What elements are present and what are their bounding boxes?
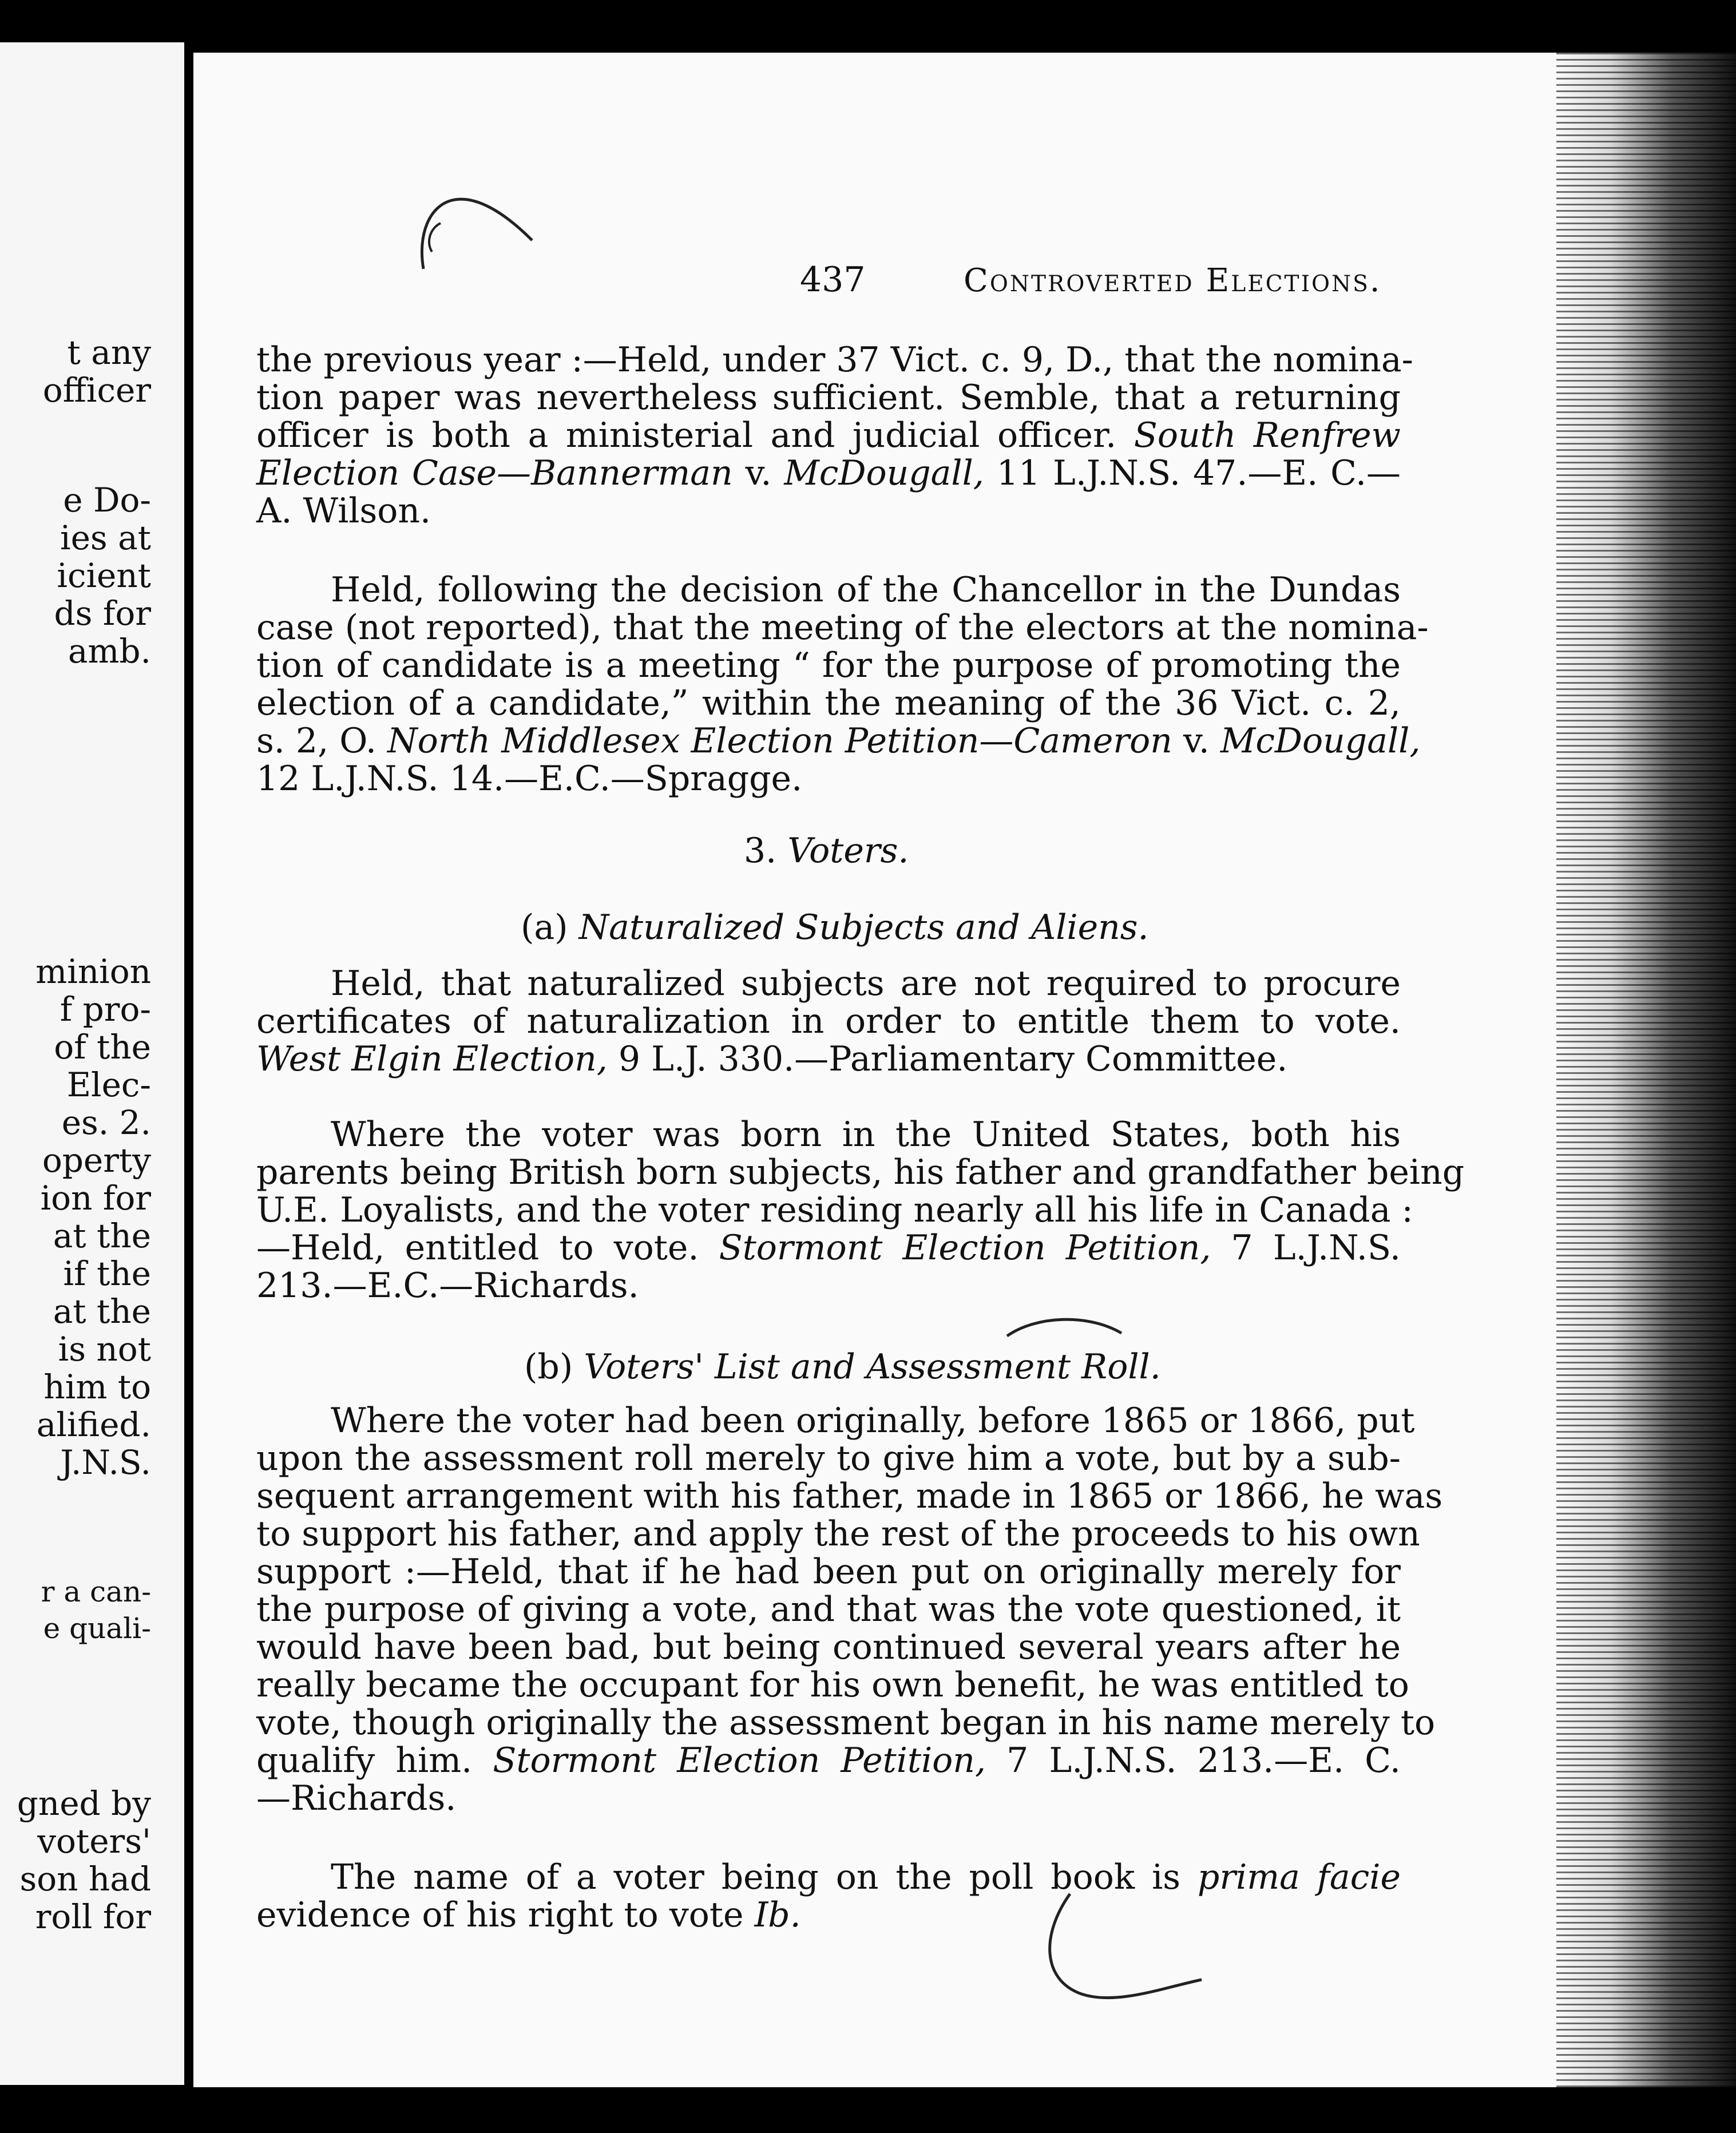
subsection-heading: (a) Naturalized Subjects and Aliens. — [521, 907, 1149, 947]
paragraph — [256, 570, 1429, 799]
text-line: would have been bad, but being continued several years after he — [256, 1627, 1401, 1667]
text-line: Where the voter was born in the United States, both his — [331, 1115, 1401, 1155]
margin-fragment: is not — [58, 1330, 151, 1369]
paragraph — [256, 340, 1413, 531]
paragraph — [256, 965, 1401, 1078]
case-name: Election Case—Bannerman — [256, 453, 733, 493]
case-name: West Elgin Election, — [256, 1039, 608, 1079]
section-heading: 3. Voters. — [744, 831, 909, 871]
margin-fragment: voters' — [37, 1822, 151, 1861]
margin-fragment: gned by — [17, 1784, 151, 1823]
margin-fragment: amb. — [68, 632, 151, 671]
margin-fragment: at the — [53, 1216, 151, 1255]
text-line: parents being British born subjects, his father and grandfather being — [256, 1152, 1465, 1192]
text-line: evidence of his right to vote Ib. — [256, 1895, 801, 1935]
margin-fragment: ion for — [40, 1179, 151, 1218]
text-line: tion paper was nevertheless sufficient. Semble, that a returning — [256, 378, 1401, 418]
margin-fragment: if the — [63, 1254, 151, 1293]
text-line: A. Wilson. — [256, 491, 431, 531]
text-line: —Richards. — [256, 1778, 457, 1818]
text-line: The name of a voter being on the poll book is prima facie — [331, 1857, 1401, 1897]
text-line: officer is both a ministerial and judicial officer. South Renfrew — [256, 415, 1401, 455]
margin-fragment: r a can- — [41, 1575, 151, 1608]
margin-fragment: J.N.S. — [60, 1443, 151, 1482]
margin-fragment: icient — [57, 556, 151, 595]
case-name: Stormont Election Petition, — [493, 1741, 986, 1781]
text-line: sequent arrangement with his father, made in 1865 or 1866, he was — [256, 1476, 1443, 1516]
margin-fragment: alified. — [36, 1405, 151, 1444]
case-name: North Middlesex Election Petition—Cameron — [387, 721, 1172, 761]
text-line: qualify him. Stormont Election Petition, 7 L.J.N.S. 213.—E. C. — [256, 1741, 1401, 1781]
margin-fragment: e Do- — [63, 481, 151, 520]
margin-fragment: officer — [42, 371, 151, 410]
text-line: really became the occupant for his own benefit, he was entitled to — [256, 1665, 1409, 1705]
text-line: West Elgin Election, 9 L.J. 330.—Parliamentary Committee. — [256, 1039, 1288, 1079]
margin-fragment: es. 2. — [61, 1103, 151, 1142]
margin-fragment: t any — [67, 333, 151, 372]
text-line: U.E. Loyalists, and the voter residing nearly all his life in Canada : — [256, 1190, 1413, 1230]
pencil-arc-mark — [1001, 1310, 1127, 1345]
adjacent-page-strip — [0, 42, 184, 2085]
text-line: upon the assessment roll merely to give him a vote, but by a sub- — [256, 1438, 1401, 1478]
margin-fragment: e quali- — [43, 1612, 151, 1645]
running-title: Controverted Elections. — [964, 262, 1382, 299]
margin-fragment: son had — [19, 1860, 151, 1898]
margin-fragment: him to — [43, 1367, 151, 1406]
text-line: case (not reported), that the meeting of the electors at the nomina- — [256, 608, 1429, 648]
case-name: South Renfrew — [1133, 415, 1401, 455]
pencil-mark — [401, 189, 549, 280]
margin-fragment: Elec- — [66, 1065, 151, 1104]
margin-fragment: at the — [53, 1292, 151, 1331]
text-line: to support his father, and apply the rest of the proceeds to his own — [256, 1514, 1420, 1554]
margin-fragment: operty — [42, 1141, 151, 1180]
text-line: election of a candidate,” within the meaning of the 36 Vict. c. 2, — [256, 683, 1401, 723]
binding-edge — [1556, 53, 1736, 2087]
page-gutter — [184, 42, 193, 2085]
text-line: Where the voter had been originally, before 1865 or 1866, put — [331, 1401, 1415, 1441]
case-name: McDougall, — [1220, 721, 1421, 761]
paragraph — [256, 1858, 1401, 1934]
text-line: support :—Held, that if he had been put on originally merely for — [256, 1552, 1401, 1592]
case-name: Ib. — [754, 1895, 801, 1935]
text-line: 213.—E.C.—Richards. — [256, 1266, 639, 1306]
margin-fragment: roll for — [35, 1897, 151, 1936]
case-name: McDougall, — [784, 453, 984, 493]
text-line: 12 L.J.N.S. 14.—E.C.—Spragge. — [256, 759, 803, 799]
margin-fragment: of the — [54, 1028, 151, 1066]
text-line: the previous year :—Held, under 37 Vict. c. 9, D., that the nomina- — [256, 340, 1413, 380]
text-line: the purpose of giving a vote, and that was the vote questioned, it — [256, 1589, 1401, 1630]
text-line: Held, following the decision of the Chancellor in the Dundas — [331, 570, 1401, 610]
text-line: Held, that naturalized subjects are not required to procure — [331, 964, 1401, 1004]
paragraph — [256, 1115, 1465, 1306]
margin-fragment: f pro- — [60, 990, 151, 1029]
subsection-heading: (b) Voters' List and Assessment Roll. — [524, 1347, 1161, 1387]
text-line: Election Case—Bannerman v. McDougall, 11 L.J.N.S. 47.—E. C.— — [256, 453, 1401, 493]
margin-fragment: ds for — [54, 594, 151, 633]
text-line: —Held, entitled to vote. Stormont Election Petition, 7 L.J.N.S. — [256, 1228, 1401, 1268]
text-line: s. 2, O. North Middlesex Election Petition—Cameron v. McDougall, — [256, 721, 1421, 761]
text-line: tion of candidate is a meeting “ for the purpose of promoting the — [256, 645, 1401, 685]
margin-fragment: minion — [35, 952, 151, 991]
text-line: certificates of naturalization in order to entitle them to vote. — [256, 1001, 1401, 1041]
text-line: vote, though originally the assessment began in his name merely to — [256, 1703, 1436, 1743]
page-number: 437 — [800, 260, 866, 300]
case-name: Stormont Election Petition, — [719, 1228, 1211, 1268]
paragraph — [256, 1401, 1443, 1818]
margin-fragment: ies at — [60, 518, 151, 557]
